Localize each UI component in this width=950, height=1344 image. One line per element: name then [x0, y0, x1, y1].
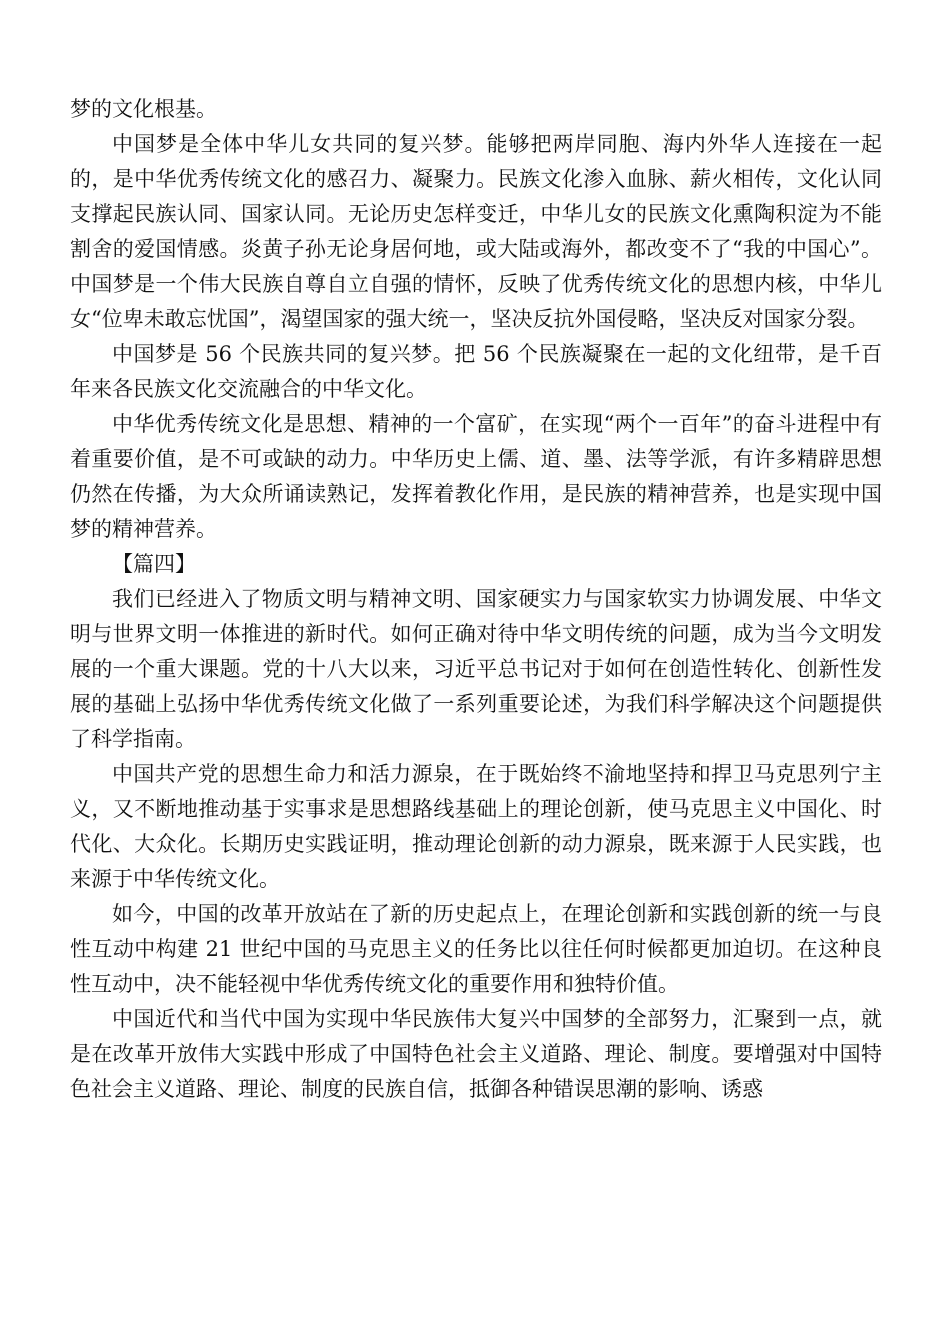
paragraph-new-era: 我们已经进入了物质文明与精神文明、国家硬实力与国家软实力协调发展、中华文明与世界文明一体推进的新时代。如何正确对待中华文明传统的问题，成为当今文明发展的一个重大课题。党的十八大以来，习近平总书记对于如何在创造性转化、创新性发展的基础上弘扬中华优秀传统文化做了一系列重要论述，为我们科学解决这个问题提供了科学指南。: [70, 587, 882, 751]
paragraph-continued: 梦的文化根基。: [70, 97, 217, 121]
paragraph-56-ethnic-groups: 中国梦是 56 个民族共同的复兴梦。把 56 个民族凝聚在一起的文化纽带，是千百年来各民族文化交流融合的中华文化。: [70, 342, 882, 401]
paragraph-socialism-path: 中国近代和当代中国为实现中华民族伟大复兴中国梦的全部努力，汇聚到一点，就是在改革开放伟大实践中形成了中国特色社会主义道路、理论、制度。要增强对中国特色社会主义道路、理论、制度的民族自信，抵御各种错误思潮的影响、诱惑: [70, 1007, 882, 1101]
paragraph-traditional-culture-value: 中华优秀传统文化是思想、精神的一个富矿，在实现“两个一百年”的奋斗进程中有着重要价值，是不可或缺的动力。中华历史上儒、道、墨、法等学派，有许多精辟思想仍然在传播，为大众所诵读熟记，发挥着教化作用，是民族的精神营养，也是实现中国梦的精神营养。: [70, 412, 882, 541]
paragraph-party-theory-innovation: 中国共产党的思想生命力和活力源泉，在于既始终不渝地坚持和捍卫马克思列宁主义，又不断地推动基于实事求是思想路线基础上的理论创新，使马克思主义中国化、时代化、大众化。长期历史实践证明，推动理论创新的动力源泉，既来源于人民实践，也来源于中华传统文化。: [70, 762, 882, 891]
paragraph-chinese-dream-compatriots: 中国梦是全体中华儿女共同的复兴梦。能够把两岸同胞、海内外华人连接在一起的，是中华优秀传统文化的感召力、凝聚力。民族文化渗入血脉、薪火相传，文化认同支撑起民族认同、国家认同。无论历史怎样变迁，中华儿女的民族文化熏陶积淀为不能割舍的爱国情感。炎黄子孙无论身居何地，或大陆或海外，都改变不了“我的中国心”。中国梦是一个伟大民族自尊自立自强的情怀，反映了优秀传统文化的思想内核，中华儿女“位卑未敢忘忧国”，渴望国家的强大统一，坚决反抗外国侵略，坚决反对国家分裂。: [70, 132, 882, 331]
section-heading-part-four: 【篇四】: [112, 552, 196, 576]
document-page: [70, 92, 882, 1107]
paragraph-reform-opening: 如今，中国的改革开放站在了新的历史起点上，在理论创新和实践创新的统一与良性互动中构建 21 世纪中国的马克思主义的任务比以往任何时候都更加迫切。在这种良性互动中，决不能轻视中华优秀传统文化的重要作用和独特价值。: [70, 902, 882, 996]
